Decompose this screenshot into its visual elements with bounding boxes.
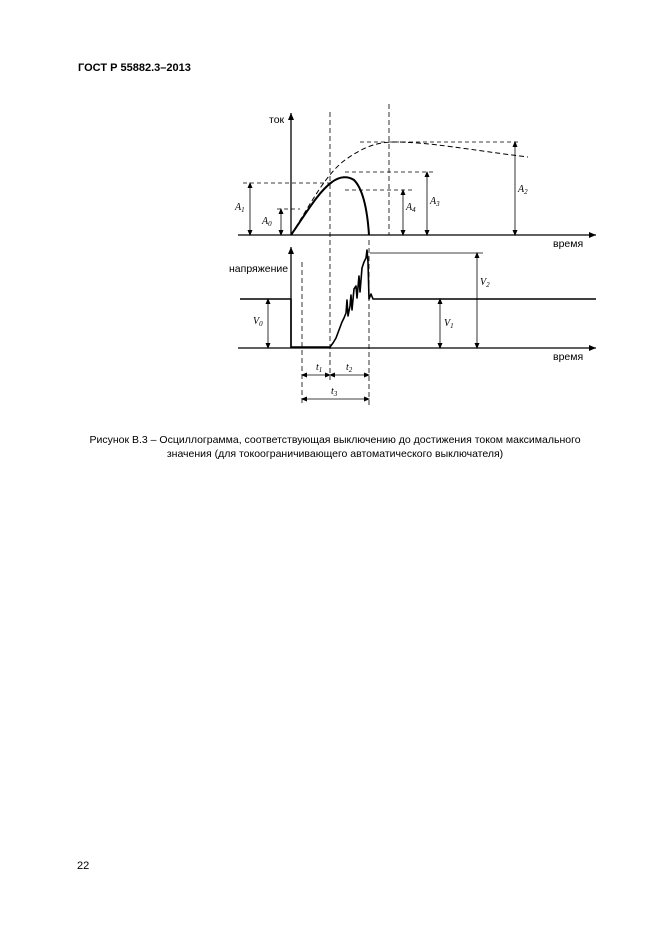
a0-label: $A_0$ xyxy=(262,216,272,228)
figure-caption xyxy=(70,433,600,461)
t2-label: $t_2$ xyxy=(346,362,353,374)
time-label-bottom: время xyxy=(553,351,584,363)
caption-line-2: значения (для токоограничивающего автоматического выключателя) xyxy=(166,448,504,460)
v0-label: $V_0$ xyxy=(253,316,263,328)
a2-label: $A_2$ xyxy=(518,184,528,196)
caption-line-1: Рисунок В.3 – Осциллограмма, соответствующая выключению до достижения током максимального xyxy=(89,434,581,446)
v2-label: $V_2$ xyxy=(480,277,490,289)
voltage-waveform xyxy=(240,250,596,347)
voltage-axis-label: напряжение xyxy=(229,263,289,275)
t3-label: $t_3$ xyxy=(331,386,338,398)
time-label-top: время xyxy=(553,238,584,250)
current-graph xyxy=(238,104,596,235)
a4-label: $A_4$ xyxy=(406,202,416,214)
voltage-graph xyxy=(238,247,596,348)
v1-label: $V_1$ xyxy=(444,318,454,330)
t1-label: $t_1$ xyxy=(316,362,323,374)
page-number: 22 xyxy=(77,860,90,872)
a3-label: $A_3$ xyxy=(430,196,440,208)
document-header: ГОСТ Р 55882.3–2013 xyxy=(78,62,191,74)
time-markers xyxy=(302,112,369,405)
prospective-current-curve xyxy=(291,142,528,235)
a1-label: $A_1$ xyxy=(235,202,245,214)
current-axis-label: ток xyxy=(269,114,285,126)
